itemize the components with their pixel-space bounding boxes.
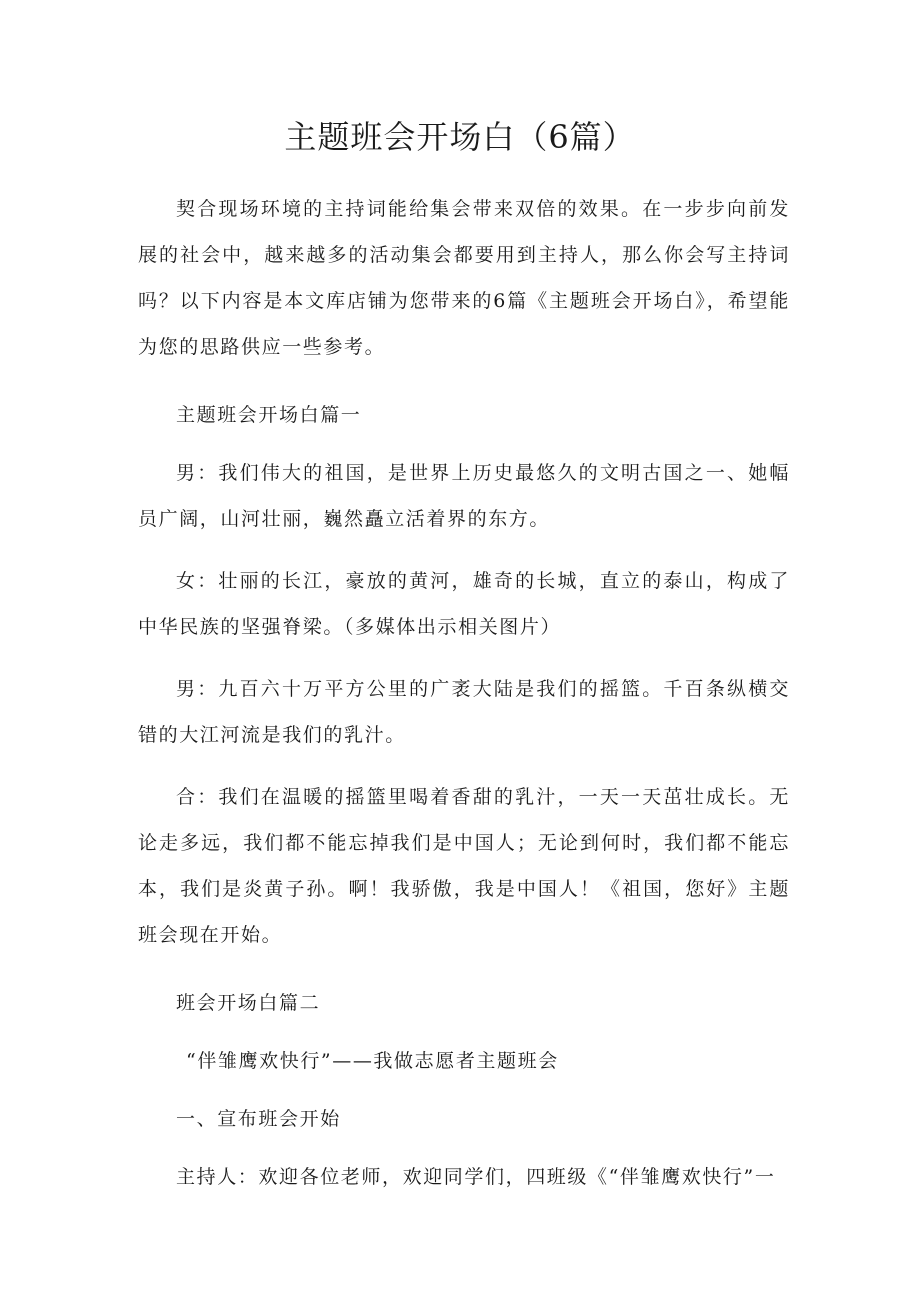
document-title: 主题班会开场白（6篇）	[284, 118, 636, 156]
list-item-1: 一、宣布班会开始	[176, 1108, 341, 1130]
paragraph-male-1: 男：我们伟大的祖国，是世界上历史最悠久的文明古国之一、她幅员广阔，山河壮丽，巍然矗立活着界的东方。	[138, 462, 790, 530]
section-heading-1: 主题班会开场白篇一	[176, 404, 362, 426]
section-heading-2: 班会开场白篇二	[176, 992, 321, 1014]
paragraph-female-1: 女：壮丽的长江，豪放的黄河，雄奇的长城，直立的泰山，构成了中华民族的坚强脊梁。（多媒体出示相关图片）	[138, 570, 790, 638]
host-line: 主持人：欢迎各位老师，欢迎同学们，四班级《“伴雏鹰欢快行”一	[176, 1166, 776, 1188]
paragraph-male-2: 男：九百六十万平方公里的广袤大陆是我们的摇篮。千百条纵横交错的大江河流是我们的乳汁。	[138, 678, 790, 746]
section-subtitle-2: “伴雏鹰欢快行”——我做志愿者主题班会	[186, 1050, 559, 1072]
intro-paragraph: 契合现场环境的主持词能给集会带来双倍的效果。在一步步向前发展的社会中，越来越多的活动集会都要用到主持人，那么你会写主持词吗？以下内容是本文库店铺为您带来的6篇《主题班会开场白》，希望能为您的思路供应一些参考。	[138, 198, 790, 358]
paragraph-together: 合：我们在温暖的摇篮里喝着香甜的乳汁，一天一天茁壮成长。无论走多远，我们都不能忘掉我们是中国人；无论到何时，我们都不能忘本，我们是炎黄子孙。啊！我骄傲，我是中国人！《祖国，您好》主题班会现在开始。	[138, 786, 790, 946]
